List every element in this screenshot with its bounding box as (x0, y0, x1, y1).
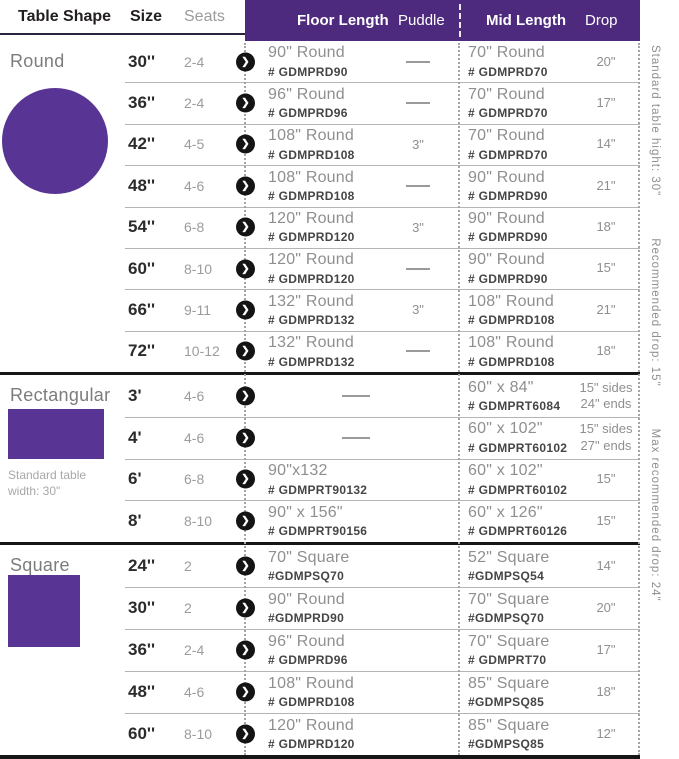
drop-cell (573, 375, 639, 417)
puddle-cell (392, 207, 444, 248)
seats-cell: 10-12 (184, 343, 220, 360)
seats-cell: 4-6 (184, 429, 205, 446)
floor-length-cell (268, 82, 390, 123)
floor-length-name: 120" Round (268, 209, 354, 227)
drop-cell (573, 629, 639, 671)
drop-value: 15" sides (579, 421, 633, 437)
seats-cell: 2-4 (184, 95, 205, 112)
mid-length-name: 70" Round (468, 127, 545, 145)
puddle-cell (392, 629, 444, 671)
floor-length-cell (268, 500, 390, 542)
mid-length-sku: #GDMPSQ70 (468, 611, 545, 626)
arrow-icon: ❯ (236, 386, 255, 405)
size-cell: 60'' (128, 258, 155, 278)
side-notes-vertical (646, 45, 661, 751)
mid-length-cell (468, 165, 576, 206)
floor-length-name: 108" Round (268, 127, 354, 145)
section-rows (0, 545, 679, 755)
drop-value: 14" (596, 136, 616, 152)
drop-value: 21" (596, 177, 616, 193)
arrow-icon: ❯ (236, 52, 255, 71)
floor-length-sku: # GDMPRD120 (268, 230, 355, 245)
seats-cell: 4-6 (184, 684, 205, 700)
shape-section-rectangular (0, 375, 679, 542)
floor-length-cell (268, 248, 390, 289)
floor-length-name: 96" Round (268, 632, 345, 650)
floor-length-cell (268, 459, 390, 501)
table-row (0, 207, 679, 248)
table-row (0, 289, 679, 330)
puddle-cell (392, 545, 444, 587)
note-standard-table-height: Standard table hight: 30" (649, 45, 661, 197)
mid-length-cell (468, 248, 576, 289)
drop-value: 15" (596, 260, 616, 276)
mid-length-sku: # GDMPRT70 (468, 653, 547, 668)
puddle-dash (406, 61, 430, 63)
puddle-cell (392, 82, 444, 123)
mid-length-sku: # GDMPRD90 (468, 230, 548, 245)
drop-value: 20" (596, 599, 616, 615)
size-cell: 24'' (128, 556, 155, 575)
mid-length-name: 90" Round (468, 209, 545, 227)
mid-length-cell (468, 417, 576, 459)
drop-value: 18" (596, 343, 616, 359)
mid-length-name: 70" Square (468, 590, 550, 608)
drop-value: 15" (596, 513, 616, 528)
puddle-cell (392, 500, 444, 542)
mid-length-cell (468, 41, 576, 82)
puddle-cell (392, 713, 444, 755)
drop-cell (573, 331, 639, 372)
size-cell: 30'' (128, 598, 155, 617)
drop-cell (573, 41, 639, 82)
mid-length-sku: # GDMPRD108 (468, 354, 555, 369)
shape-section-square (0, 545, 679, 755)
mid-length-sku: # GDMPRT60102 (468, 440, 568, 455)
mid-length-sku: #GDMPSQ85 (468, 695, 545, 710)
drop-cell (573, 459, 639, 501)
table-row (0, 500, 679, 542)
floor-length-sku: # GDMPRD120 (268, 271, 355, 286)
arrow-icon: ❯ (236, 470, 255, 489)
mid-length-cell (468, 289, 576, 330)
drop-cell (573, 545, 639, 587)
header-purple-band (245, 0, 640, 41)
table-row (0, 165, 679, 206)
rect-shape-graphic (8, 409, 104, 459)
floor-length-sku: # GDMPRT90156 (268, 524, 368, 539)
mid-length-sku: #GDMPSQ54 (468, 569, 545, 584)
size-cell: 72'' (128, 341, 155, 361)
mid-length-cell (468, 587, 576, 629)
table-body (0, 41, 679, 755)
puddle-cell (392, 248, 444, 289)
floor-length-sku: # GDMPRD108 (268, 147, 355, 162)
mid-length-name: 60" x 102" (468, 462, 543, 480)
floor-length-name: 96" Round (268, 85, 345, 103)
puddle-cell (392, 417, 444, 459)
puddle-cell (392, 671, 444, 713)
size-cell: 60'' (128, 724, 155, 743)
seats-cell: 8-10 (184, 513, 213, 530)
puddle-dash (406, 350, 430, 352)
mid-length-cell (468, 629, 576, 671)
mid-length-name: 60" x 102" (468, 420, 543, 438)
floor-length-name: 90" x 156" (268, 503, 343, 521)
section-rows (0, 41, 679, 372)
floor-length-sku: # GDMPRD132 (268, 313, 355, 328)
drop-cell (573, 417, 639, 459)
floor-length-cell (268, 671, 390, 713)
drop-value: 15" sides (579, 379, 633, 395)
drop-cell (573, 207, 639, 248)
mid-length-sku: # GDMPRT60126 (468, 524, 568, 539)
section-label: Square (10, 555, 70, 575)
arrow-icon: ❯ (236, 94, 255, 113)
size-cell: 6' (128, 469, 142, 489)
shape-section-round (0, 41, 679, 372)
section-caption: Standard table width: 30" (8, 468, 87, 499)
size-cell: 3' (128, 385, 142, 405)
size-cell: 4' (128, 427, 142, 447)
seats-cell: 8-10 (184, 260, 213, 277)
size-cell: 48'' (128, 682, 155, 701)
col-header-mid-length: Mid Length (486, 12, 566, 29)
seats-cell: 8-10 (184, 726, 213, 742)
puddle-value: 3" (412, 219, 424, 235)
seats-cell: 2 (184, 558, 192, 574)
puddle-cell (392, 375, 444, 417)
col-header-drop: Drop (585, 12, 618, 29)
mid-length-name: 70" Round (468, 44, 545, 62)
bottom-border (0, 755, 640, 759)
col-header-table-shape: Table Shape (18, 8, 112, 25)
arrow-icon: ❯ (236, 135, 255, 154)
drop-cell (573, 713, 639, 755)
drop-value: 15" (596, 471, 616, 487)
mid-length-cell (468, 671, 576, 713)
seats-cell: 9-11 (184, 301, 211, 318)
header-left (0, 0, 246, 35)
arrow-icon: ❯ (236, 342, 255, 361)
floor-length-cell (268, 41, 390, 82)
drop-cell (573, 124, 639, 165)
arrow-icon: ❯ (236, 557, 255, 576)
mid-length-cell (468, 545, 576, 587)
size-cell: 48'' (128, 175, 155, 195)
floor-length-name: 132" Round (268, 334, 354, 352)
floor-length-name: 132" Round (268, 292, 354, 310)
mid-length-cell (468, 331, 576, 372)
floor-length-name: 70" Square (268, 548, 350, 566)
chart-header (0, 0, 679, 41)
floor-length-name: 90" Round (268, 44, 345, 62)
arrow-icon: ❯ (236, 259, 255, 278)
section-label: Rectangular (10, 385, 111, 405)
drop-cell (573, 500, 639, 542)
header-dashed-divider (459, 4, 461, 37)
drop-cell (573, 289, 639, 330)
floor-length-cell (268, 331, 390, 372)
floor-length-sku: # GDMPRD96 (268, 106, 348, 121)
floor-length-name: 120" Round (268, 716, 354, 734)
mid-length-name: 85" Square (468, 716, 550, 734)
drop-value: 14" (596, 557, 616, 573)
mid-length-cell (468, 713, 576, 755)
arrow-icon: ❯ (236, 218, 255, 237)
dotted-grid-line-right (638, 43, 640, 755)
table-row (0, 248, 679, 289)
drop-value: 20" (596, 53, 616, 69)
mid-length-sku: # GDMPRD70 (468, 64, 548, 79)
mid-length-sku: #GDMPSQ85 (468, 737, 545, 752)
mid-length-sku: # GDMPRD70 (468, 147, 548, 162)
size-cell: 42'' (128, 134, 155, 154)
floor-length-cell (268, 629, 390, 671)
drop-value: 21" (596, 301, 616, 317)
table-row (0, 629, 679, 671)
puddle-cell (392, 587, 444, 629)
seats-cell: 6-8 (184, 471, 205, 488)
arrow-icon: ❯ (236, 300, 255, 319)
seats-cell: 4-6 (184, 177, 205, 194)
arrow-icon: ❯ (236, 512, 255, 531)
drop-value: 17" (596, 94, 616, 110)
mid-length-name: 60" x 126" (468, 503, 543, 521)
col-header-floor-length: Floor Length (297, 12, 389, 29)
floor-length-cell (268, 587, 390, 629)
size-cell: 30'' (128, 51, 155, 71)
arrow-icon: ❯ (236, 683, 255, 702)
puddle-value: 3" (412, 136, 424, 152)
mid-length-cell (468, 459, 576, 501)
note-max-recommended-drop: Max recommended drop: 24" (649, 428, 661, 602)
floor-length-name: 108" Round (268, 674, 354, 692)
mid-length-sku: # GDMPRD90 (468, 189, 548, 203)
mid-length-name: 85" Square (468, 674, 550, 692)
floor-length-name: 90" Round (268, 590, 345, 608)
note-recommended-drop: Recommended drop: 15" (649, 238, 661, 387)
size-cell: 54'' (128, 217, 155, 237)
floor-length-name: 120" Round (268, 251, 354, 269)
floor-length-sku: # GDMPRT90132 (268, 482, 368, 497)
mid-length-cell (468, 500, 576, 542)
seats-cell: 4-5 (184, 136, 205, 153)
puddle-cell (392, 289, 444, 330)
mid-length-cell (468, 207, 576, 248)
seats-cell: 2-4 (184, 53, 205, 70)
table-row (0, 331, 679, 372)
drop-value: 17" (596, 641, 616, 657)
size-cell: 8' (128, 511, 142, 531)
floor-length-sku: # GDMPRD108 (268, 695, 355, 710)
mid-length-name: 52" Square (468, 548, 550, 566)
mid-length-cell (468, 375, 576, 417)
table-row (0, 713, 679, 755)
col-header-seats: Seats (184, 8, 225, 25)
mid-length-name: 108" Round (468, 334, 554, 352)
table-row (0, 671, 679, 713)
mid-length-sku: # GDMPRD70 (468, 106, 548, 121)
drop-value: 12" (596, 725, 616, 741)
drop-value: 18" (596, 219, 616, 235)
floor-length-cell (268, 165, 390, 206)
arrow-icon: ❯ (236, 428, 255, 447)
arrow-icon: ❯ (236, 641, 255, 660)
drop-value: 18" (596, 683, 616, 699)
mid-length-sku: # GDMPRT6084 (468, 399, 561, 414)
drop-cell (573, 165, 639, 206)
circle-shape-graphic (2, 88, 108, 194)
floor-length-cell (268, 713, 390, 755)
floor-length-cell (268, 545, 390, 587)
mid-length-sku: # GDMPRD108 (468, 313, 555, 328)
drop-cell (573, 248, 639, 289)
arrow-icon: ❯ (236, 725, 255, 744)
puddle-dash (406, 102, 430, 104)
table-row (0, 545, 679, 587)
size-cell: 66'' (128, 299, 155, 319)
mid-length-sku: # GDMPRT60102 (468, 482, 568, 497)
floor-length-cell (268, 289, 390, 330)
mid-length-name: 70" Square (468, 632, 550, 650)
floor-length-sku: # GDMPRD132 (268, 354, 355, 369)
drop-value-2: 27" ends (580, 437, 632, 453)
floor-length-sku: # GDMPRD96 (268, 653, 348, 668)
size-cell: 36'' (128, 93, 155, 113)
drop-value-2: 24" ends (580, 395, 632, 411)
puddle-cell (392, 41, 444, 82)
arrow-icon: ❯ (236, 599, 255, 618)
drop-cell (573, 82, 639, 123)
mid-length-name: 90" Round (468, 168, 545, 186)
size-cell: 36'' (128, 640, 155, 659)
mid-length-sku: # GDMPRD90 (468, 271, 548, 286)
floor-length-sku: # GDMPRD120 (268, 737, 355, 752)
floor-length-name: 108" Round (268, 168, 354, 186)
puddle-value: 3" (412, 302, 424, 318)
puddle-dash (406, 185, 430, 187)
puddle-cell (392, 331, 444, 372)
drop-cell (573, 671, 639, 713)
col-header-size: Size (130, 8, 163, 25)
dotted-grid-line-mid (458, 43, 460, 755)
section-label: Round (10, 51, 65, 71)
puddle-cell (392, 165, 444, 206)
square-shape-graphic (8, 575, 80, 647)
table-row (0, 587, 679, 629)
floor-length-sku: # GDMPRD90 (268, 64, 348, 79)
mid-length-name: 90" Round (468, 251, 545, 269)
floor-length-name: 90"x132 (268, 462, 328, 480)
floor-length-sku: # GDMPRD108 (268, 189, 355, 203)
seats-cell: 6-8 (184, 219, 205, 236)
puddle-dash (406, 268, 430, 270)
floor-length-sku: #GDMPRD90 (268, 611, 345, 626)
seats-cell: 2 (184, 600, 192, 616)
mid-length-cell (468, 124, 576, 165)
floor-length-cell (268, 124, 390, 165)
table-row (0, 41, 679, 82)
floor-length-cell (268, 207, 390, 248)
arrow-icon: ❯ (236, 176, 255, 195)
puddle-cell (392, 124, 444, 165)
col-header-puddle: Puddle (398, 12, 445, 29)
mid-length-name: 60" x 84" (468, 378, 534, 396)
puddle-cell (392, 459, 444, 501)
seats-cell: 4-6 (184, 387, 205, 404)
mid-length-name: 70" Round (468, 85, 545, 103)
floor-length-sku: #GDMPSQ70 (268, 569, 345, 584)
mid-length-cell (468, 82, 576, 123)
seats-cell: 2-4 (184, 642, 205, 658)
mid-length-name: 108" Round (468, 292, 554, 310)
drop-cell (573, 587, 639, 629)
